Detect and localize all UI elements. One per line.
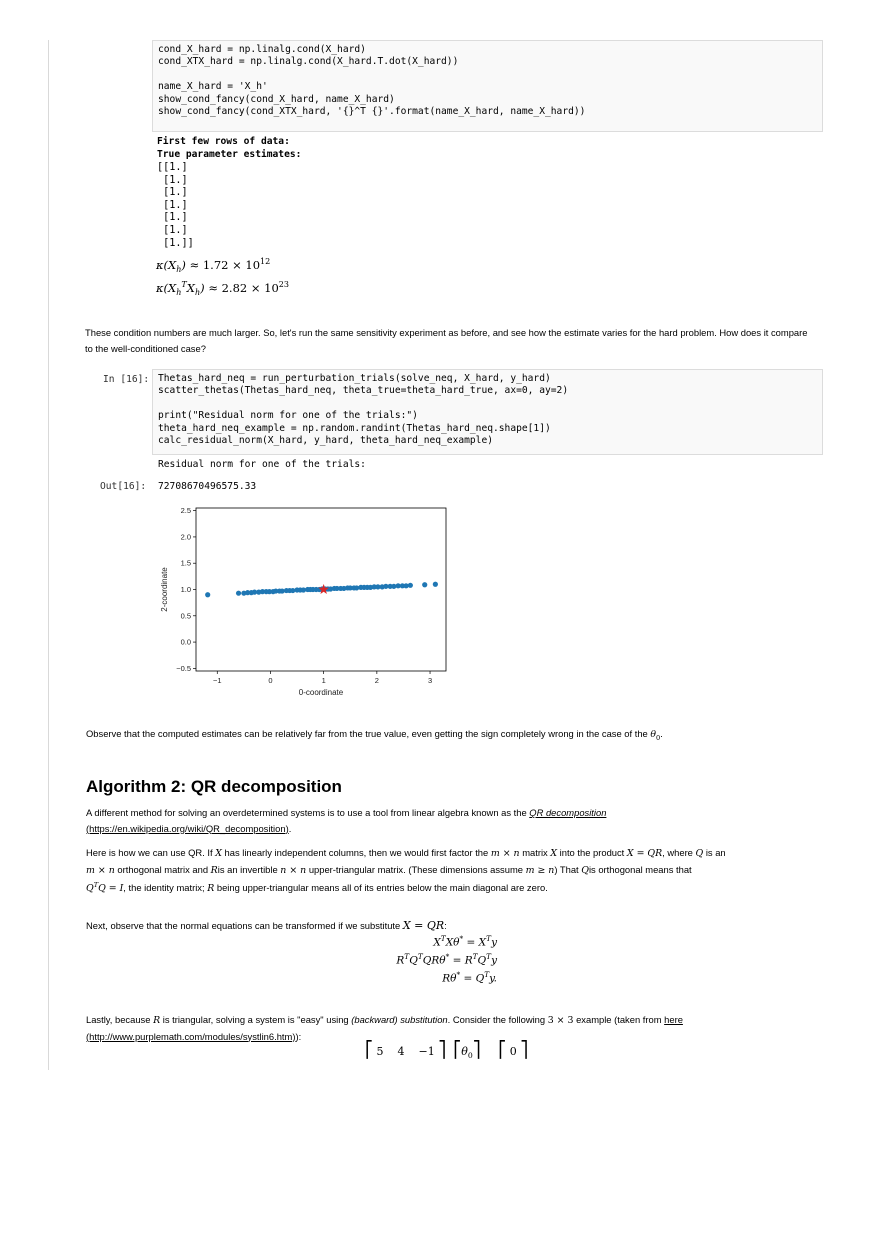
paragraph-lastly: Lastly, because R is triangular, solving a system is "easy" using (backward) substitution. Consider the following 3 × 3 example (taken from here (http://www.purplemath.com/modules/systlin6.htm)): <box>86 1014 683 1042</box>
code-cell-15[interactable] <box>152 40 823 132</box>
code-line: cond_XTX_hard = np.linalg.cond(X_hard.T.dot(X_hard)) <box>158 56 459 68</box>
scatter-chart-svg <box>150 500 460 700</box>
x-axis-label: 0-coordinate <box>298 688 344 697</box>
paragraph-condition: These condition numbers are much larger. So, let's run the same sensitivity experiment as before, and see how the estimate varies for the hard problem. How does it compare to the well-conditioned case? <box>85 327 808 354</box>
kappa-xh: $\kappa(X_h) \approx 1.72 \times 10^{12}$ <box>156 257 271 275</box>
y-tick-label: 1.5 <box>180 558 191 568</box>
y-axis-label: 2-coordinate <box>160 567 169 612</box>
matrix-equation: ⎡ 5 4 −1 ⎤ $⎡\theta_0⎤$ ⎡ 0 ⎤ <box>365 1040 529 1061</box>
kappa-xh-value: 1.72 × 10 <box>202 257 261 272</box>
y-tick-label: 0.5 <box>180 611 191 621</box>
theta0-symbol: $\theta_0$ <box>650 729 661 742</box>
code-line: name_X_hard = 'X_h' <box>158 81 268 93</box>
equation-2: $R^TQ^TQR\theta^* = R^TQ^Ty$ <box>396 952 497 967</box>
kappa-xh-exp: 12 <box>260 257 271 266</box>
x-tick-label: 3 <box>427 676 433 685</box>
code-cell-16[interactable] <box>152 369 823 455</box>
kappa-xtx: $\kappa(X_h^TX_h) \approx 2.82 \times 10^{23}$ <box>156 280 290 298</box>
code-line: scatter_thetas(Thetas_hard_neq, theta_true=theta_hard_true, ax=0, ay=2) <box>158 385 569 397</box>
code-line: Thetas_hard_neq = run_perturbation_trials(solve_neq, X_hard, y_hard) <box>158 373 551 384</box>
y-tick-label: 2.5 <box>180 506 191 516</box>
scatter-point <box>408 583 413 588</box>
result-16: 72708670496575.33 <box>158 481 257 492</box>
x-tick-label: −1 <box>212 676 222 685</box>
qr-wiki-link[interactable]: QR decomposition <box>529 807 607 818</box>
y-tick-label: −0.5 <box>176 663 191 673</box>
equation-3: $R\theta^* = Q^Ty$. <box>442 970 497 985</box>
code-line: show_cond_fancy(cond_XTX_hard, '{}^T {}'.format(name_X_hard, name_X_hard)) <box>158 106 586 118</box>
matrix-cell: −1 <box>418 1045 435 1058</box>
code-line: calc_residual_norm(X_hard, y_hard, theta_hard_neq_example) <box>158 435 494 447</box>
scatter-point <box>433 582 438 587</box>
paragraph-observe: Observe that the computed estimates can be relatively far from the true value, even getting the sign completely wrong in the case of the $\theta_0$. <box>86 728 663 742</box>
code-line <box>158 398 817 410</box>
output-line: [1.] <box>157 224 188 236</box>
qr-intro-text: A different method for solving an overdetermined systems is to use a tool from linear algebra known as the <box>86 807 527 818</box>
section-heading: Algorithm 2: QR decomposition <box>86 777 342 796</box>
here-link[interactable]: here <box>664 1014 683 1025</box>
output-line: [1.]] <box>157 237 194 249</box>
matrix-cell: 5 <box>376 1045 384 1058</box>
output-header-first-rows: First few rows of data: <box>157 136 290 147</box>
output-array <box>157 162 194 250</box>
scatter-point <box>205 592 210 597</box>
scatter-chart <box>150 500 460 700</box>
in-prompt-16: In [16]: <box>103 374 150 385</box>
kappa-xtx-exp: 23 <box>278 280 290 289</box>
output-line: [1.] <box>157 212 188 224</box>
y-tick-label: 1.0 <box>180 585 191 594</box>
code-line: show_cond_fancy(cond_X_hard, name_X_hard) <box>158 93 395 105</box>
paragraph-qr-intro: A different method for solving an overdetermined systems is to use a tool from linear algebra known as the QR decomposition (https://en.wikipedia.org/wiki/QR_decomposition). <box>86 807 607 834</box>
kappa-xtx-value: 2.82 × 10 <box>221 280 279 295</box>
y-tick-label: 2.0 <box>180 532 191 542</box>
x-tick-label: 0 <box>268 676 273 685</box>
equation-1: $X^TX\theta^* = X^Ty$ <box>433 934 497 949</box>
matrix-cell: 4 <box>397 1045 405 1058</box>
code-line: cond_X_hard = np.linalg.cond(X_hard) <box>158 44 366 55</box>
x-tick-label: 1 <box>321 676 326 685</box>
output-line: [[1.] <box>157 162 188 173</box>
code-line: print("Residual norm for one of the trials:") <box>158 410 418 422</box>
stdout-16: Residual norm for one of the trials: <box>158 459 366 470</box>
x-tick-label: 2 <box>374 676 379 685</box>
scatter-point <box>236 591 241 596</box>
qr-wiki-url-link[interactable]: (https://en.wikipedia.org/wiki/QR_decomposition) <box>86 822 289 834</box>
code-lines-16 <box>153 370 822 450</box>
out-prompt-16: Out[16]: <box>100 481 147 492</box>
scatter-point <box>422 582 427 587</box>
purplemath-url-link[interactable]: (http://www.purplemath.com/modules/systlin6.htm) <box>86 1030 296 1042</box>
code-line: theta_hard_neq_example = np.random.randint(Thetas_hard_neq.shape[1]) <box>158 422 551 434</box>
code-line <box>158 69 817 81</box>
vec-rhs: 0 <box>509 1045 517 1058</box>
y-tick-label: 0.0 <box>180 637 191 647</box>
paragraph-next: Next, observe that the normal equations can be transformed if we substitute X = QR: <box>86 919 447 932</box>
output-header-true-params: True parameter estimates: <box>157 149 302 160</box>
vec-theta: θ <box>461 1045 468 1058</box>
paragraph-qr-explain: Here is how we can use QR. If X has linearly independent columns, then we would first factor the m × n matrix X into the product X = QR, where Q is an m × n orthogonal matrix and Ris an invertible n × n upper-triangular matrix. (These dimensions assume m ≥ n) That Qis orthogonal means that $Q^TQ = I$, the identity matrix; R being upper-triangular means all of its entries below the main diagonal are zero. <box>86 847 726 895</box>
output-line: [1.] <box>157 187 188 199</box>
output-line: [1.] <box>157 199 188 211</box>
output-line: [1.] <box>157 174 188 186</box>
observe-text: Observe that the computed estimates can be relatively far from the true value, even getting the sign completely wrong in the case of the <box>86 728 648 739</box>
cell-left-border <box>48 40 49 1070</box>
code-lines-15 <box>153 41 822 121</box>
